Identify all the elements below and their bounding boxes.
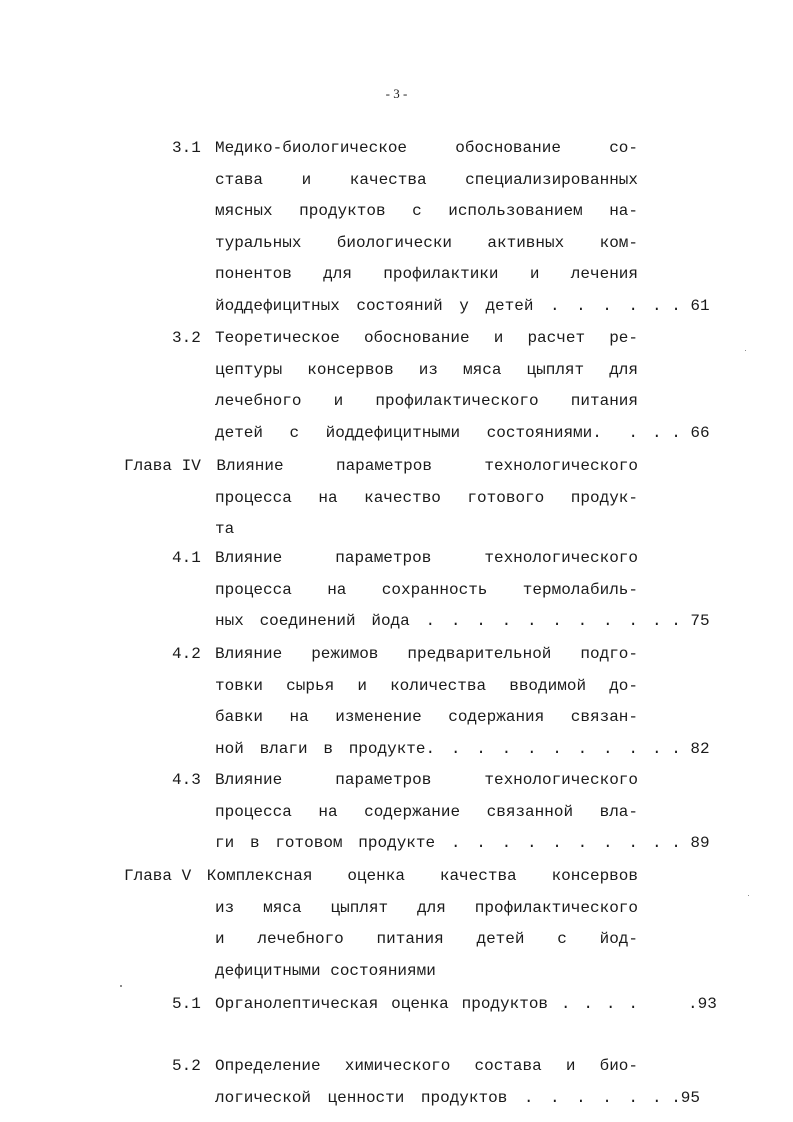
toc-page-number: . . 75 — [652, 612, 710, 631]
toc-entry-text: Влияние параметров технологического — [216, 457, 638, 475]
chapter-label: Глава V — [124, 867, 192, 885]
section-number: 5.1 — [172, 995, 201, 1013]
toc-entry-text: процесса на содержание связанной вла- — [215, 802, 638, 821]
toc-entry-text: става и качества специализированных — [215, 170, 638, 189]
section-number: 4.1 — [172, 549, 201, 567]
toc-entry-text: та — [215, 520, 235, 539]
toc-entry-text: туральных биологически активных ком- — [215, 233, 638, 252]
toc-entry-text: процесса на сохранность термолабиль- — [215, 580, 638, 599]
section-number: 3.1 — [172, 139, 201, 157]
toc-page-number: . .95 — [652, 1088, 701, 1107]
toc-entry-text: Медико-биологическое обоснование со- — [215, 139, 638, 157]
scan-speck — [745, 350, 746, 351]
toc-entry-text: лечебного и профилактического питания — [215, 392, 638, 411]
toc-entry-text: бавки на изменение содержания связан- — [215, 708, 638, 727]
toc-page-number: . . 66 — [652, 423, 710, 442]
section-number: 4.3 — [172, 771, 201, 789]
chapter-label: Глава IV — [124, 457, 201, 475]
scan-speck — [748, 895, 749, 896]
toc-page-number: . . 82 — [652, 739, 710, 758]
toc-entry-text: товки сырья и количества вводимой до- — [215, 676, 638, 695]
toc-entry-text: и лечебного питания детей с йод- — [215, 930, 638, 949]
toc-entry-text: ных соединений йода . . . . . . . . . — [215, 612, 638, 631]
toc-entry-text: Определение химического состава и био- — [215, 1057, 638, 1075]
toc-page-number: . . 89 — [652, 834, 710, 853]
section-number: 3.2 — [172, 329, 201, 347]
section-number: 4.2 — [172, 645, 201, 663]
toc-entry-text: мясных продуктов с использованием на- — [215, 202, 638, 221]
toc-entry-text: логической ценности продуктов . . . . . — [215, 1088, 638, 1107]
toc-entry-text: Комплексная оценка качества консервов — [206, 867, 638, 885]
toc-entry-text: дефицитными состояниями — [215, 961, 436, 980]
toc-page-number: .93 — [688, 995, 717, 1013]
toc-entry-text: понентов для профилактики и лечения — [215, 265, 638, 284]
toc-entry-text: Влияние режимов предварительной подго- — [215, 645, 638, 663]
toc-entry-text: процесса на качество готового продук- — [215, 488, 638, 507]
toc-entry-text: из мяса цыплят для профилактического — [215, 898, 638, 917]
toc-entry-text: Теоретическое обоснование и расчет ре- — [215, 329, 638, 347]
toc-entry-text: детей с йоддефицитными состояниями. . — [215, 423, 638, 442]
toc-entry-text: ги в готовом продукте . . . . . . . . — [215, 834, 638, 853]
toc-entry-text: Влияние параметров технологического — [215, 771, 638, 789]
toc-entry-text: ной влаги в продукте. . . . . . . . . — [215, 739, 638, 758]
section-number: 5.2 — [172, 1057, 201, 1075]
toc-entry-text: Органолептическая оценка продуктов . . . . — [215, 995, 638, 1013]
toc-entry-text: Влияние параметров технологического — [215, 549, 638, 567]
page-number: - 3 - — [385, 86, 408, 101]
scan-speck — [120, 985, 122, 987]
toc-entry-text: йоддефицитных состояний у детей . . . . — [215, 297, 638, 315]
toc-page-number: . . 61 — [652, 297, 710, 315]
toc-entry-text: цептуры консервов из мяса цыплят для — [215, 360, 638, 379]
